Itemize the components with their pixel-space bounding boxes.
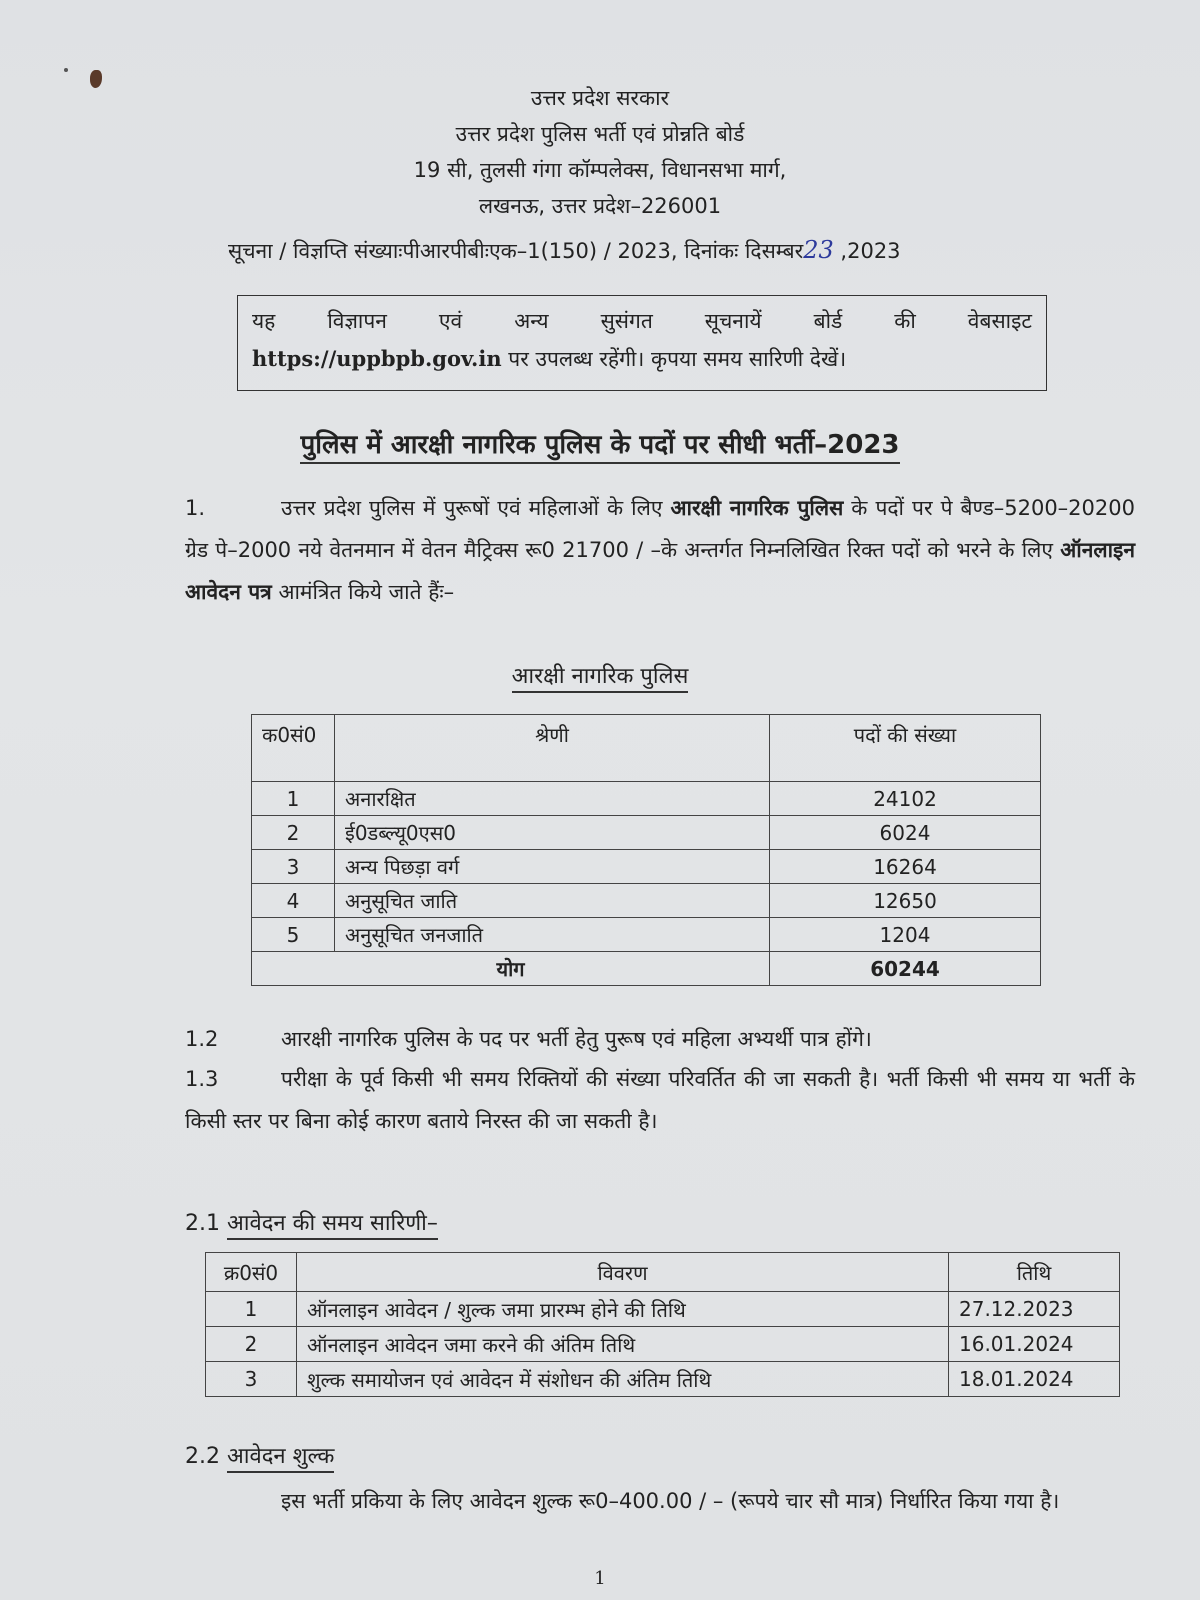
table-header-row: क्र0सं0 विवरण तिथि — [206, 1253, 1120, 1292]
online-application: ऑनलाइन आवेदन पत्र — [185, 538, 1135, 604]
table-row: 5 अनुसूचित जनजाति 1204 — [252, 918, 1041, 952]
para-number: 1.3 — [185, 1067, 219, 1091]
website-url: https://uppbpb.gov.in — [252, 346, 502, 371]
info-line-2-text: पर उपलब्ध रहेंगी। कृपया समय सारिणी देखें। — [501, 347, 847, 371]
info-line-1: यह विज्ञापन एवं अन्य सुसंगत सूचनायें बोर्ड की वेबसाइट — [252, 309, 1032, 333]
notice-reference — [228, 236, 901, 265]
section-2-2-heading: 2.2 आवेदन शुल्क — [185, 1440, 334, 1470]
para-number: 1. — [185, 496, 206, 520]
table-row: 1 ऑनलाइन आवेदन / शुल्क जमा प्रारम्भ होने की तिथि 27.12.2023 — [206, 1292, 1120, 1327]
document-title: पुलिस में आरक्षी नागरिक पुलिस के पदों पर सीधी भर्ती–2023 — [0, 425, 1200, 461]
ink-dot — [64, 68, 68, 72]
letterhead-line-1: उत्तर प्रदेश सरकार — [530, 86, 670, 110]
paragraph-2-2: इस भर्ती प्रकिया के लिए आवेदन शुल्क रू0–400.00 / – (रूपये चार सौ मात्र) निर्धारित किया गया है। — [281, 1489, 1060, 1513]
info-line-2 — [252, 340, 1032, 378]
letterhead-line-3: 19 सी, तुलसी गंगा कॉम्पलेक्स, विधानसभा मार्ग, — [413, 158, 787, 182]
table-row: 2 ई0डब्ल्यू0एस0 6024 — [252, 816, 1041, 850]
table-row: 3 अन्य पिछड़ा वर्ग 16264 — [252, 850, 1041, 884]
posts-table-caption: आरक्षी नागरिक पुलिस — [0, 660, 1200, 690]
letterhead-line-4: लखनऊ, उत्तर प्रदेश–226001 — [478, 194, 722, 218]
letterhead-line-2: उत्तर प्रदेश पुलिस भर्ती एवं प्रोन्नति बोर्ड — [455, 122, 745, 146]
section-2-1-heading: 2.1 आवेदन की समय सारिणी– — [185, 1207, 438, 1237]
notice-prefix: सूचना / विज्ञप्ति संख्याःपीआरपीबीःएक–1(150) / 2023, दिनांकः दिसम्बर — [228, 239, 804, 263]
post-name: आरक्षी नागरिक पुलिस — [670, 496, 844, 520]
letterhead — [0, 80, 1200, 224]
table-row: 2 ऑनलाइन आवेदन जमा करने की अंतिम तिथि 16.01.2024 — [206, 1327, 1120, 1362]
para-number: 1.2 — [185, 1027, 219, 1051]
info-box — [237, 295, 1047, 391]
table-total-row — [252, 952, 1041, 986]
total-value: 60244 — [770, 952, 1041, 986]
total-label: योग — [252, 952, 770, 986]
table-row: 4 अनुसूचित जाति 12650 — [252, 884, 1041, 918]
header-category: श्रेणी — [335, 715, 770, 782]
handwritten-day: 23 — [803, 236, 834, 264]
table-row: 1 अनारक्षित 24102 — [252, 782, 1041, 816]
paragraph-1: 1. उत्तर प्रदेश पुलिस में पुरूषों एवं महिलाओं के लिए आरक्षी नागरिक पुलिस के पदों पर पे बैण्ड–5200–20200 ग्रेड पे–2000 नये वेतनमान में वेतन मैट्रिक्स रू0 21700 / –के अन्तर्गत निम्नलिखित रिक्त पदों को भरने के लिए ऑनलाइन आवेदन पत्र आमंत्रित किये जाते हैंः– — [185, 487, 1135, 613]
notice-year: ,2023 — [840, 239, 901, 263]
table-row: 3 शुल्क समायोजन एवं आवेदन में संशोधन की अंतिम तिथि 18.01.2024 — [206, 1362, 1120, 1397]
posts-table — [251, 714, 1041, 986]
paragraph-1-3: 1.3 परीक्षा के पूर्व किसी भी समय रिक्तियों की संख्या परिवर्तित की जा सकती है। भर्ती किसी भी समय या भर्ती के किसी स्तर पर बिना कोई कारण बताये निरस्त की जा सकती है। — [185, 1058, 1135, 1142]
page-number: 1 — [594, 1568, 606, 1589]
header-count: पदों की संख्या — [770, 715, 1041, 782]
schedule-table — [205, 1252, 1120, 1397]
paragraph-1-2: 1.2 आरक्षी नागरिक पुलिस के पद पर भर्ती हेतु पुरूष एवं महिला अभ्यर्थी पात्र होंगे। — [185, 1018, 1135, 1060]
table-header-row — [252, 715, 1041, 782]
header-sno: क0सं0 — [252, 715, 335, 782]
